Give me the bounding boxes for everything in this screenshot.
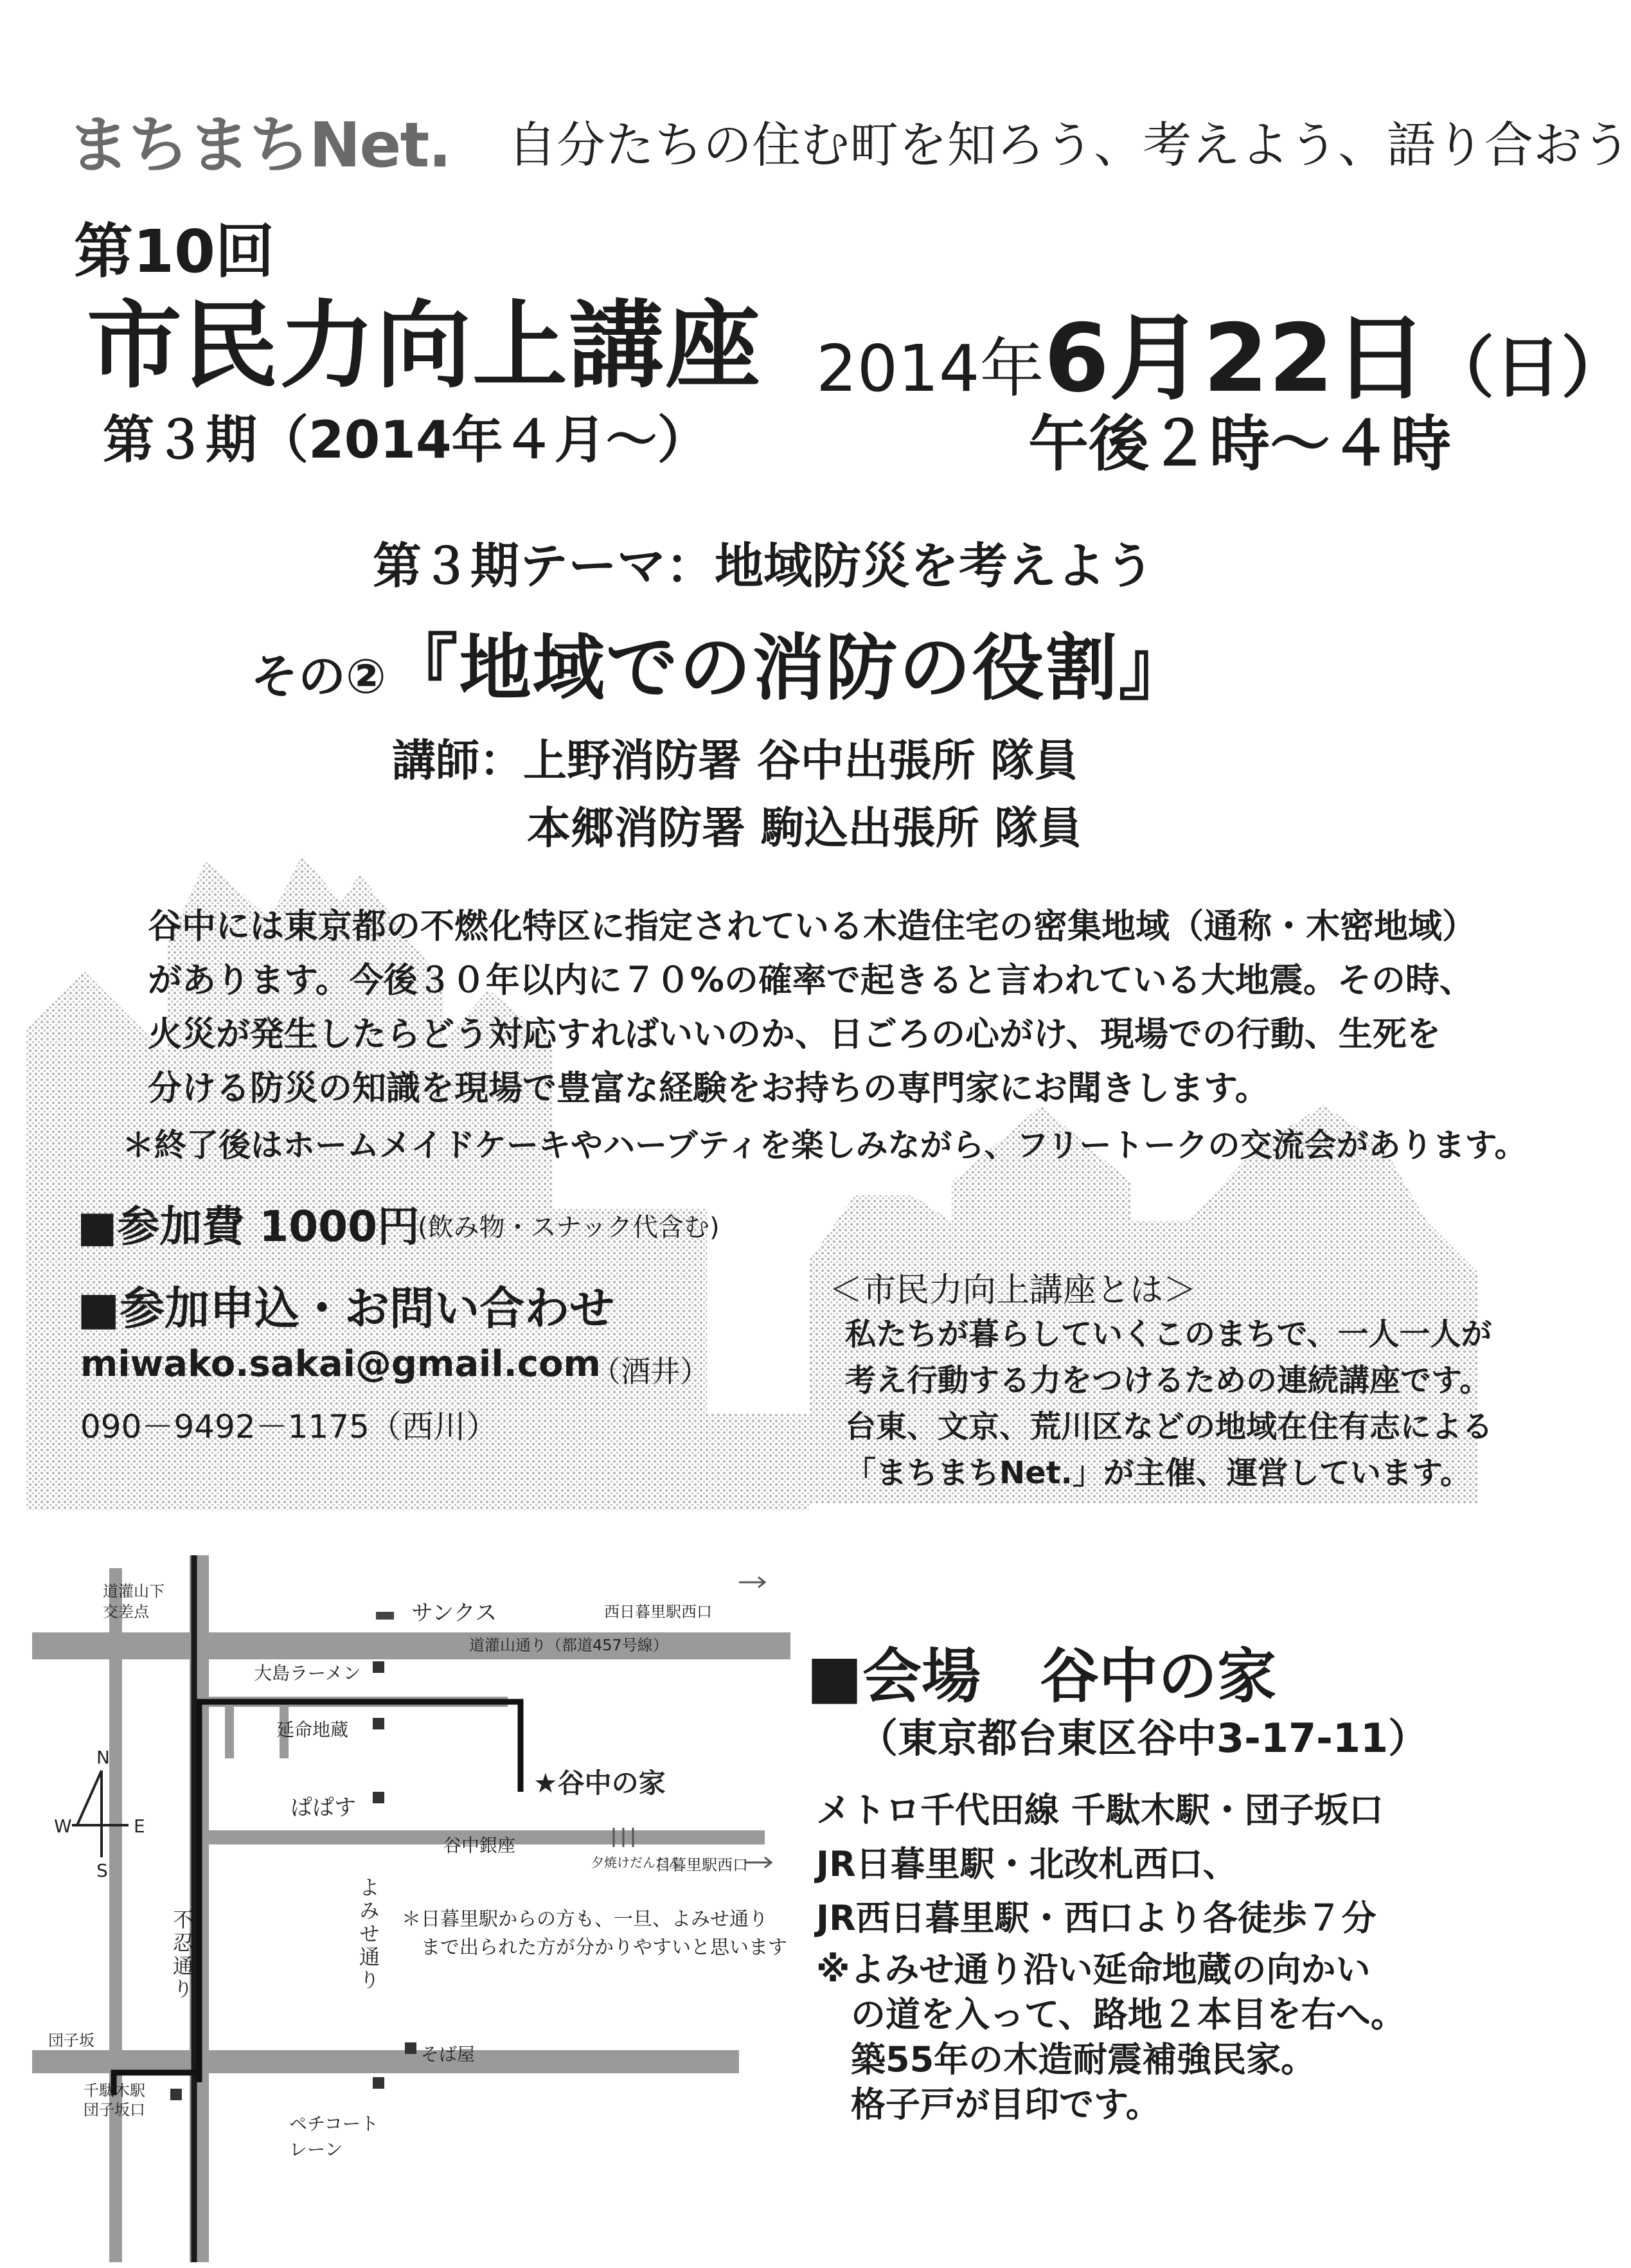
map-label-yanaka-ginza: 谷中銀座	[443, 1835, 516, 1856]
map-label-soba: そば屋	[421, 2044, 476, 2065]
lecture-title	[251, 611, 1192, 714]
map-label-enmei-jizo: 延命地蔵	[276, 1719, 349, 1740]
fee-note: (飲み物・スナック代含む)	[418, 1213, 720, 1242]
soba-marker	[405, 2042, 416, 2054]
map-label-dokanyama: 道灌山通り（都道457号線）	[469, 1636, 668, 1654]
event-year: 2014年	[816, 331, 1044, 406]
map-note: ＊日暮里駅からの方も、一旦、よみせ通り まで出られた方が分かりやすいと思います	[402, 1908, 787, 1959]
compass-north: N	[96, 1747, 110, 1768]
lecturer-line-1: 講師：上野消防署 谷中出張所 隊員	[392, 736, 1078, 787]
contact-heading-text: 参加申込・お問い合わせ	[120, 1282, 615, 1335]
station-marker	[170, 2089, 182, 2100]
venue-address: （東京都台東区谷中3-17-11）	[858, 1715, 1429, 1762]
sunkus-marker	[376, 1612, 394, 1620]
petticoat-marker	[373, 2077, 384, 2089]
term-label: 第３期（2014年４月～）	[103, 410, 709, 470]
map-label-sendagi-station: 千駄木駅 団子坂口	[84, 2082, 145, 2119]
ramen-marker	[373, 1661, 384, 1673]
contact-email-name: （酒井）	[591, 1354, 709, 1389]
map-label-yomise: よみせ通り	[356, 1877, 380, 1992]
venue-directions: ※よみせ通り沿い延命地蔵の向かい の道を入って、路地２本目を右へ。 築55年の木造耐震補強民家。 格子戸が目印です。	[816, 1949, 1405, 2125]
map-label-intersection: 道灌山下 交差点	[103, 1582, 165, 1621]
lecture-title-text: 『地域での消防の役割』	[386, 627, 1192, 710]
compass-south: S	[96, 1860, 108, 1881]
map-label-papasu: ぱぱす	[290, 1795, 356, 1821]
contact-email[interactable]: miwako.sakai@gmail.com	[80, 1343, 601, 1385]
about-body: 私たちが暮らしていくこのまちで、一人一人が 考え行動する力をつけるための連続講座です。 台東、文京、荒川区などの地域在住有志による 「まちまちNet.」が主催、運営しています。	[845, 1316, 1493, 1491]
map-label-dangozaka: 団子坂	[48, 2031, 94, 2049]
theme: 第３期テーマ：地域防災を考えよう	[373, 537, 1154, 594]
lecturer-line-2: 本郷消防署 駒込出張所 隊員	[527, 803, 1082, 854]
map-label-petticoat-lane: ペチコート レーン	[289, 2113, 379, 2160]
tagline: 自分たちの住む町を知ろう、考えよう、語り合おう	[508, 116, 1631, 174]
jizo-marker	[373, 1718, 384, 1729]
contact-phone: 090－9492－1175（西川）	[80, 1408, 498, 1445]
venue-heading-text: 会場 谷中の家	[862, 1642, 1276, 1711]
access-map	[26, 1555, 797, 2262]
fee	[77, 1192, 420, 1253]
compass-west: W	[54, 1816, 72, 1837]
map-label-yuyake: 夕焼けだんだん	[591, 1855, 681, 1870]
after-event-note: ＊終了後はホームメイドケーキやハーブティを楽しみながら、フリートークの交流会があります。	[122, 1127, 1527, 1164]
description: 谷中には東京都の不燃化特区に指定されている木造住宅の密集地域（通称・木密地域） があります。今後３０年以内に７０%の確率で起きると言われている大地震。その時、 火災が発生したらどう対応すればいいのか、日ごろの心がけ、現場での行動、生死を 分ける防災の知識を現場で豊富な経験をお持ちの専門家にお聞きします。	[148, 907, 1476, 1108]
course-title: 市民力向上講座	[87, 290, 762, 401]
session-number: 第10回	[74, 217, 275, 286]
event-month-day: 6月22日	[1044, 304, 1428, 413]
map-label-sunkus: サンクス	[411, 1600, 497, 1626]
fee-label: 参加費 1000円	[117, 1202, 420, 1251]
contact-heading	[77, 1272, 614, 1337]
map-label-shinobazu: 不忍通り	[170, 1909, 194, 2001]
about-heading: ＜市民力向上講座とは＞	[829, 1271, 1197, 1310]
event-weekday: （日）	[1427, 328, 1628, 407]
logo: まちまちNet.	[67, 109, 450, 181]
map-label-yanaka-house: ★谷中の家	[533, 1767, 666, 1799]
lecture-part: その②	[251, 649, 386, 704]
venue-access: メトロ千代田線 千駄木駅・団子坂口 JR日暮里駅・北改札西口、 JR西日暮里駅・西口より各徒歩７分	[816, 1790, 1384, 1938]
map-label-nippori-west: 日暮里駅西口	[655, 1856, 748, 1874]
map-label-nishinippori-west: 西日暮里駅西口	[604, 1603, 712, 1621]
venue-heading	[807, 1629, 1276, 1714]
map-label-oshima-ramen: 大島ラーメン	[254, 1663, 361, 1684]
event-time: 午後２時～４時	[1028, 409, 1452, 479]
papasu-marker	[373, 1792, 384, 1803]
compass-east: E	[134, 1816, 145, 1837]
